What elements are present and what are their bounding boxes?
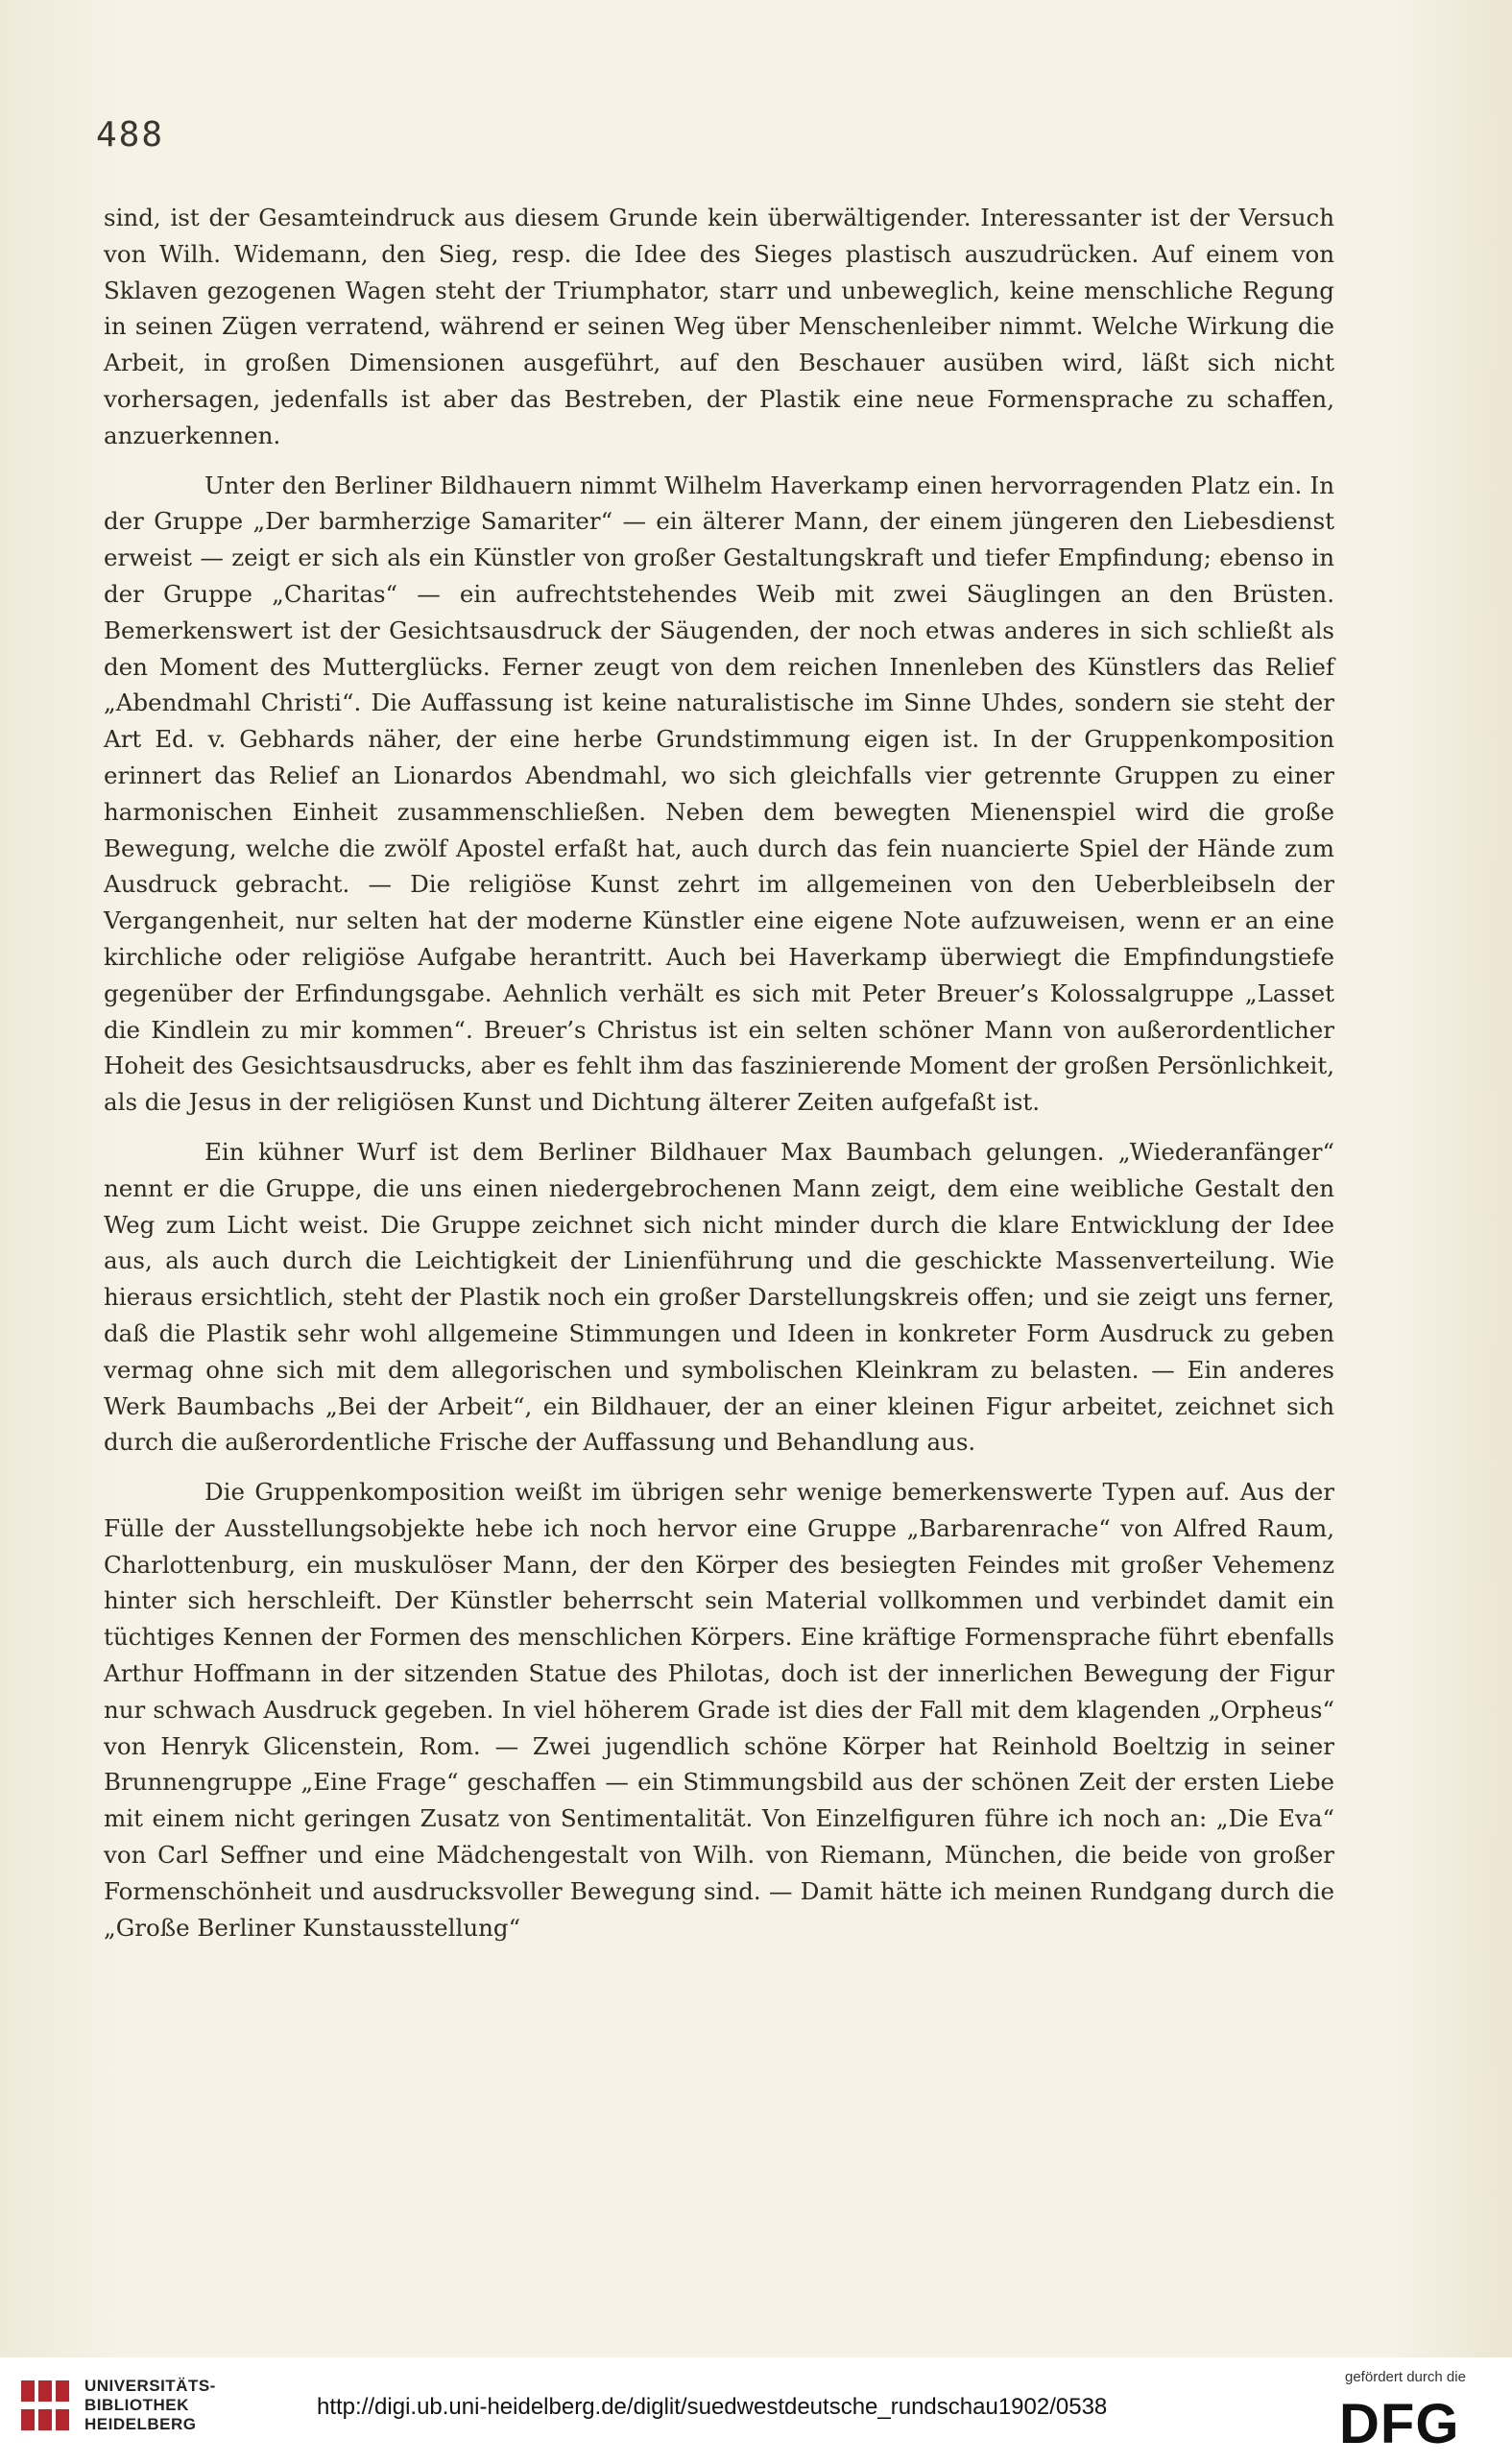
digitization-footer: [0, 2357, 1512, 2464]
heidelberg-university-library-logo-icon: [17, 2375, 73, 2436]
article-body: [104, 200, 1334, 1945]
library-logo[interactable]: [17, 2371, 344, 2448]
paragraph-1: sind, ist der Gesamteindruck aus diesem Grunde kein überwältigender. Interessanter ist der Versuch von Wilh. Widemann, den Sieg, resp. die Idee des Sieges plastisch auszudrücken. Auf einem von Sklaven gezogenen Wagen steht der Triumphator, starr und unbeweglich, keine menschliche Regung in seinen Zügen verratend, während er seinen Weg über Menschenleiber nimmt. Welche Wirkung die Arbeit, in großen Dimensionen ausgeführt, auf den Beschauer ausüben wird, läßt sich nicht vorhersagen, jedenfalls ist aber das Bestreben, der Plastik eine neue Formensprache zu schaffen, anzuerkennen.: [104, 204, 1334, 449]
paragraph-3: Ein kühner Wurf ist dem Berliner Bildhauer Max Baumbach gelungen. „Wiederanfänger“ nennt er die Gruppe, die uns einen niedergebrochenen Mann zeigt, dem eine weibliche Gestalt den Weg zum Licht weist. Die Gruppe zeichnet sich nicht minder durch die klare Entwicklung der Idee aus, als auch durch die Leichtigkeit der Linienführung und die geschickte Massenverteilung. Wie hieraus ersichtlich, steht der Plastik noch ein großer Darstellungskreis offen; und sie zeigt uns ferner, daß die Plastik sehr wohl allgemeine Stimmungen und Ideen in konkreter Form Ausdruck zu geben vermag ohne sich mit dem allegorischen und symbolischen Kleinkram zu belasten. — Ein anderes Werk Baumbachs „Bei der Arbeit“, ein Bildhauer, der an einer kleinen Figur arbeitet, zeichnet sich durch die außerordentliche Frische der Auffassung und Behandlung aus.: [104, 1137, 1334, 1457]
page-number: 488: [96, 115, 165, 155]
paragraph-2: Unter den Berliner Bildhauern nimmt Wilhelm Haverkamp einen hervorragenden Platz ein. In der Gruppe „Der barmherzige Samariter“ — ein älterer Mann, der einem jüngeren den Liebesdienst erweist — zeigt er sich als ein Künstler von großer Gestaltungskraft und tiefer Empfindung; ebenso in der Gruppe „Charitas“ — ein aufrechtstehendes Weib mit zwei Säuglingen an den Brüsten. Bemerkenswert ist der Gesichtsausdruck der Säugenden, der noch etwas anderes in sich schließt als den Moment des Mutterglücks. Ferner zeugt von dem reichen Innenleben des Künstlers das Relief „Abendmahl Christi“. Die Auffassung ist keine naturalistische im Sinne Uhdes, sondern sie steht der Art Ed. v. Gebhards näher, der eine herbe Grundstimmung eigen ist. In der Gruppenkomposition erinnert das Relief an Lionardos Abendmahl, wo sich gleichfalls vier getrennte Gruppen zu einer harmonischen Einheit zusammenschließen. Neben dem bewegten Mienenspiel wird die große Bewegung, welche die zwölf Apostel erfaßt hat, auch durch das fein nuancierte Spiel der Hände zum Ausdruck gebracht. — Die religiöse Kunst zehrt im allgemeinen von den Ueberbleibseln der Vergangenheit, nur selten hat der moderne Künstler eine eigene Note aufzuweisen, wenn er an eine kirchliche oder religiöse Aufgabe herantritt. Auch bei Haverkamp überwiegt die Empfindungstiefe gegenüber der Erfindungsgabe. Aehnlich verhält es sich mit Peter Breuer’s Kolossalgruppe „Lasset die Kindlein zu mir kommen“. Breuer’s Christus ist ein selten schöner Mann von außerordentlicher Hoheit des Gesichtsausdrucks, aber es fehlt ihm das faszinierende Moment der großen Persönlichkeit, als die Jesus in der religiösen Kunst und Dichtung älterer Zeiten aufgefaßt ist.: [104, 471, 1334, 1117]
library-name: [84, 2377, 216, 2434]
library-line: UNIVERSITÄTS-: [84, 2377, 216, 2395]
funding-notice[interactable]: [1339, 2369, 1502, 2455]
library-line: HEIDELBERG: [84, 2415, 197, 2433]
paragraph-4: Die Gruppenkomposition weißt im übrigen sehr wenige bemerkenswerte Typen auf. Aus der Fülle der Ausstellungsobjekte hebe ich noch hervor eine Gruppe „Barbarenrache“ von Alfred Raum, Charlottenburg, ein muskulöser Mann, der den Körper des besiegten Feindes mit großer Vehemenz hinter sich herschleift. Der Künstler beherrscht sein Material vollkommen und verbindet damit ein tüchtiges Kennen der Formen des menschlichen Körpers. Eine kräftige Formensprache führt ebenfalls Arthur Hoffmann in der sitzenden Statue des Philotas, doch ist der innerlichen Bewegung der Figur nur schwach Ausdruck gegeben. In viel höherem Grade ist dies der Fall mit dem klagenden „Orpheus“ von Henryk Glicenstein, Rom. — Zwei jugendlich schöne Körper hat Reinhold Boeltzig in seiner Brunnengruppe „Eine Frage“ geschaffen — ein Stimmungsbild aus der schönen Zeit der ersten Liebe mit einem nicht geringen Zusatz von Sentimentalität. Von Einzelfiguren führe ich noch an: „Die Eva“ von Carl Seffner und eine Mädchengestalt von Wilh. von Riemann, München, die beide von großer Formenschönheit und ausdrucksvoller Bewegung sind. — Damit hätte ich meinen Rundgang durch die „Große Berliner Kunstausstellung“: [104, 1478, 1334, 1942]
permalink-url[interactable]: http://digi.ub.uni-heidelberg.de/diglit/suedwestdeutsche_rundschau1902/0538: [317, 2394, 1108, 2420]
funding-caption: gefördert durch die: [1345, 2369, 1466, 2385]
dfg-logo-icon: DFG: [1339, 2393, 1460, 2455]
library-line: BIBLIOTHEK: [84, 2396, 189, 2414]
